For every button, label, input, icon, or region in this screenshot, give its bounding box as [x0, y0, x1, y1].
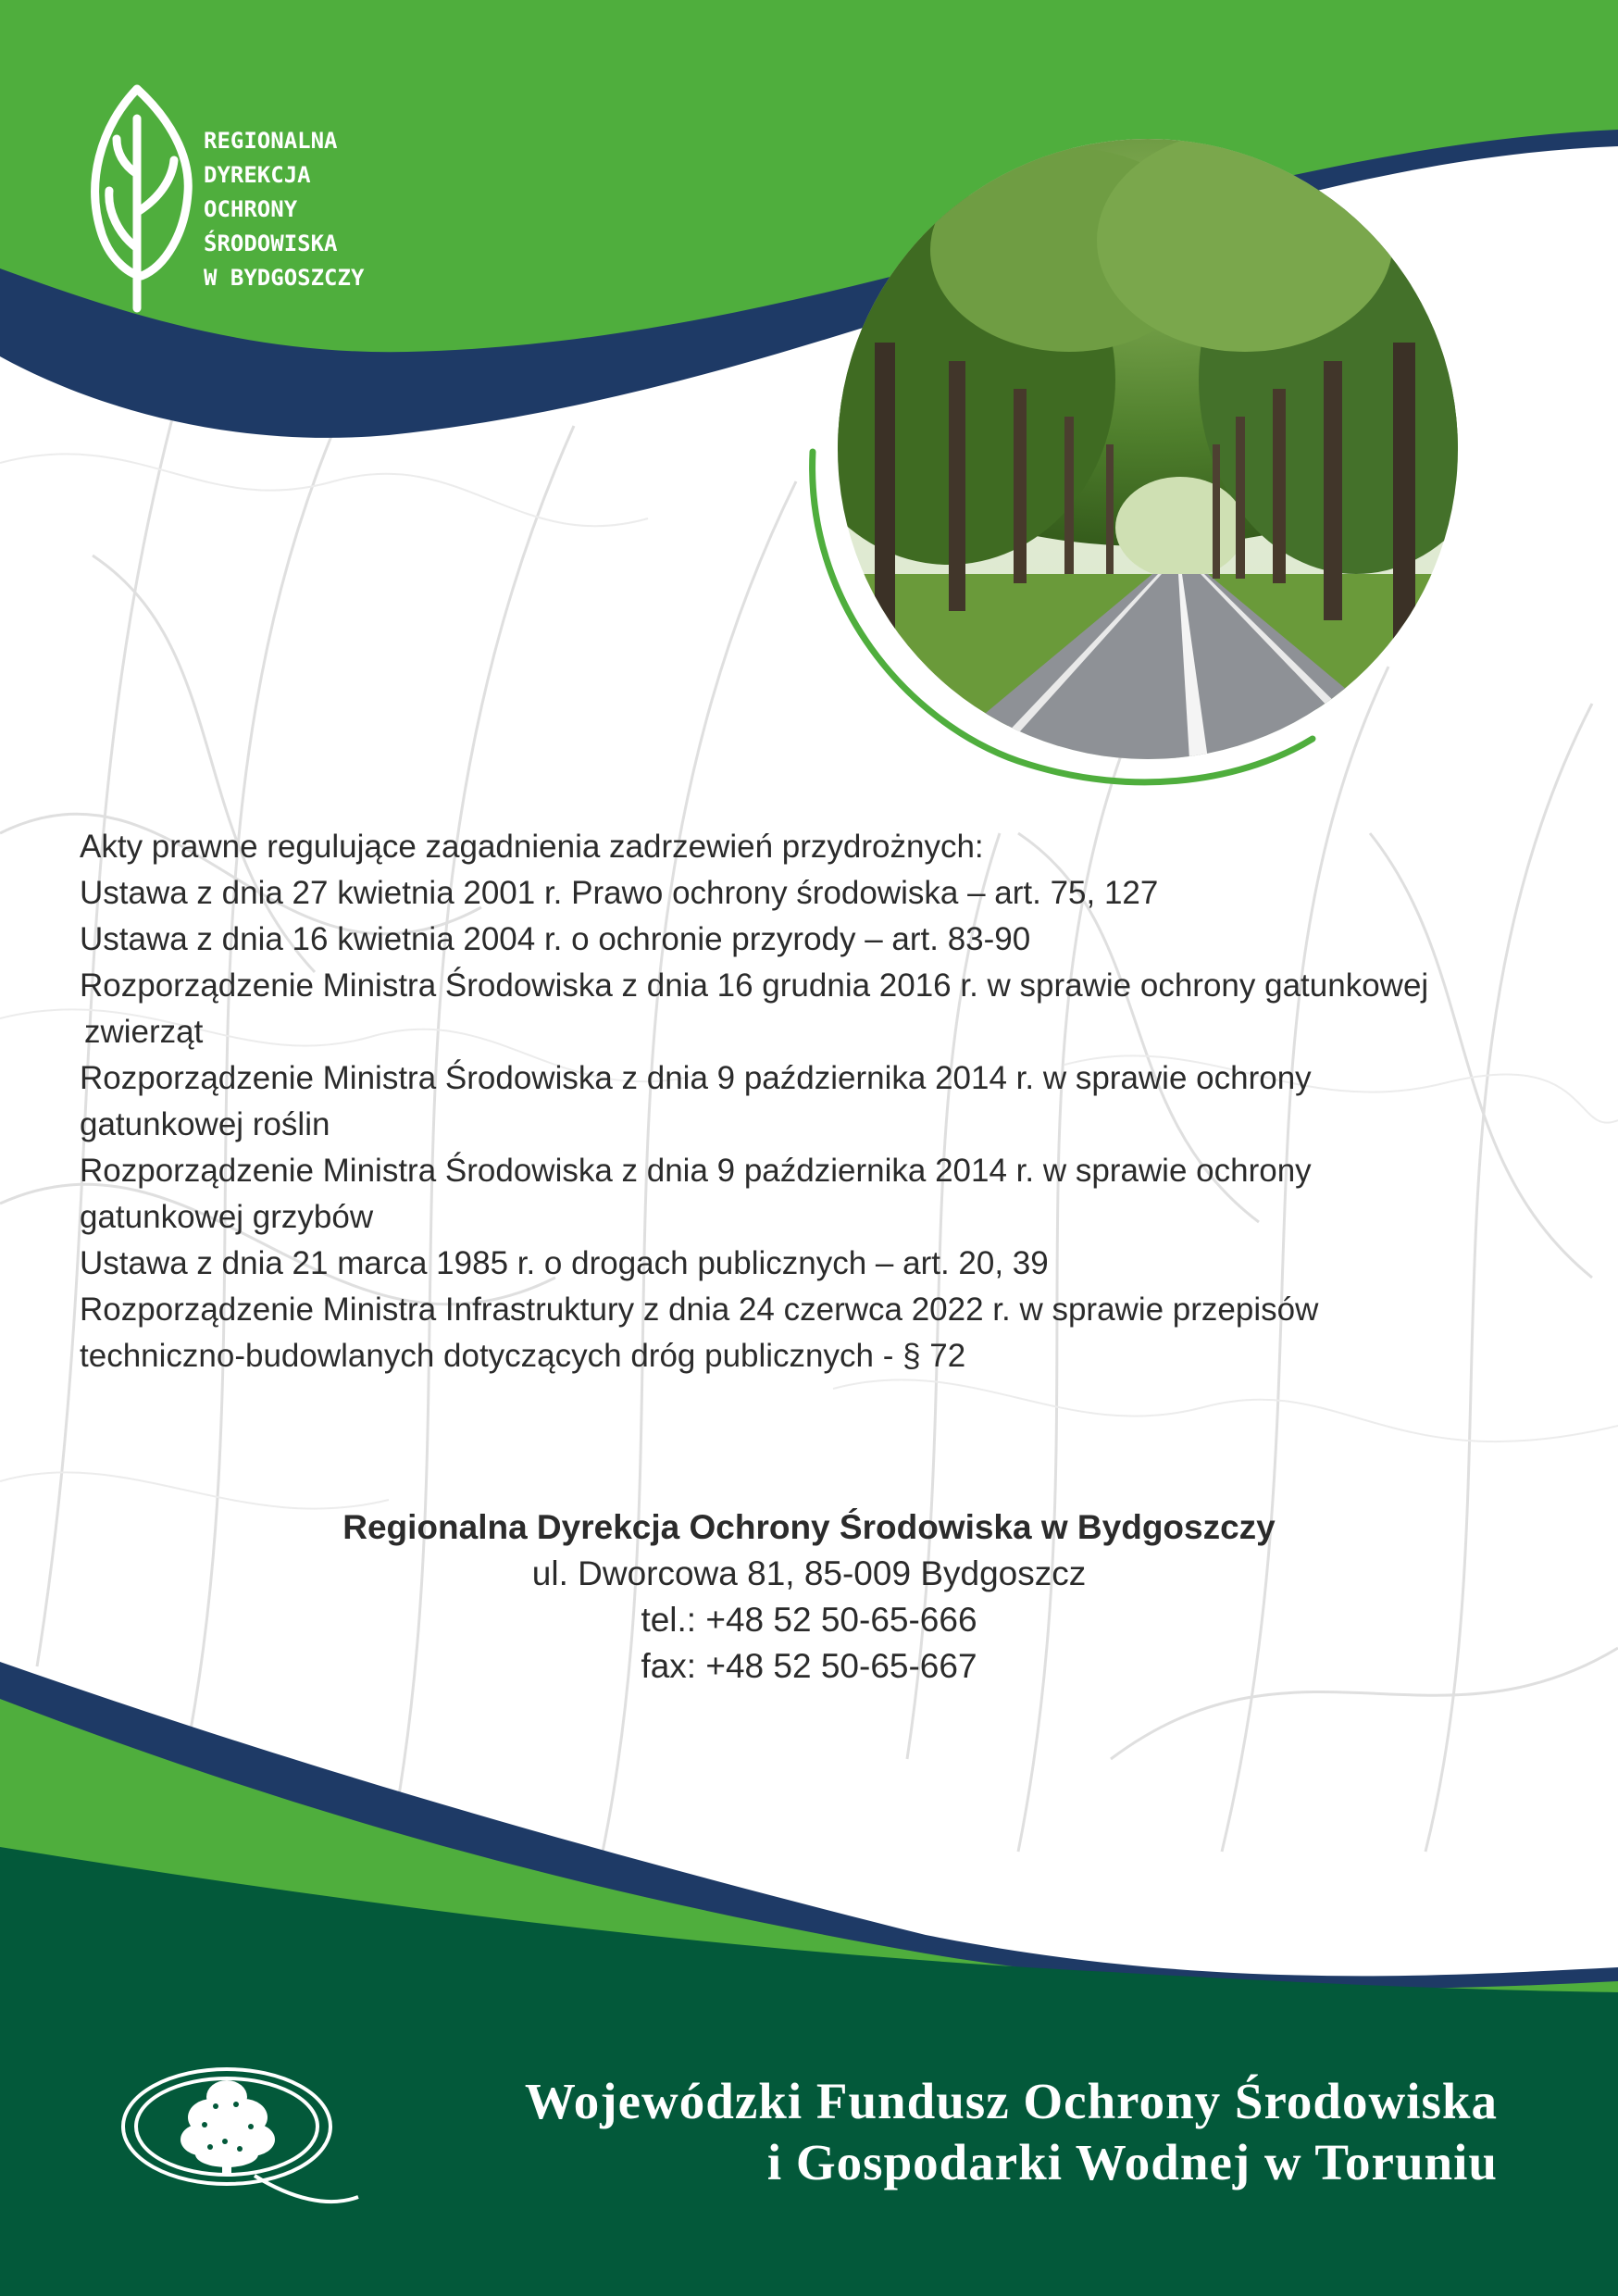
- legal-act-line: techniczno-budowlanych dotyczących dróg publicznych - § 72: [80, 1338, 966, 1374]
- leaf-icon: [81, 81, 202, 322]
- legal-act-line: gatunkowej grzybów: [80, 1199, 374, 1235]
- legal-act-line: Rozporządzenie Ministra Infrastruktury z dnia 24 czerwca 2022 r. w sprawie przepisów: [80, 1292, 1319, 1328]
- legal-act-line: gatunkowej roślin: [80, 1106, 330, 1142]
- fund-name-line2: i Gospodarki Wodnej w Toruniu: [766, 2134, 1498, 2190]
- logo-line: DYREKCJA: [204, 162, 311, 188]
- legal-act-line: Rozporządzenie Ministra Środowiska z dnia 9 października 2014 r. w sprawie ochrony: [80, 1153, 1312, 1189]
- legal-act-line: Rozporządzenie Ministra Środowiska z dnia 9 października 2014 r. w sprawie ochrony: [80, 1060, 1312, 1096]
- logo-line: OCHRONY: [204, 196, 298, 222]
- contact-address: ul. Dworcowa 81, 85-009 Bydgoszcz: [531, 1554, 1087, 1592]
- contact-org: Regionalna Dyrekcja Ochrony Środowiska w Bydgoszczy: [342, 1508, 1276, 1546]
- contact-phone: tel.: +48 52 50-65-666: [641, 1601, 977, 1639]
- rdos-logo: [81, 81, 378, 322]
- legal-act-line: Ustawa z dnia 27 kwietnia 2001 r. Prawo ochrony środowiska – art. 75, 127: [80, 875, 1159, 911]
- logo-line: ŚRODOWISKA: [204, 231, 338, 256]
- legal-acts-list: [80, 824, 1598, 1379]
- fund-name: [525, 2071, 1498, 2193]
- legal-act-line: Ustawa z dnia 21 marca 1985 r. o drogach publicznych – art. 20, 39: [80, 1245, 1049, 1281]
- legal-acts-heading: Akty prawne regulujące zagadnienia zadrzewień przydrożnych:: [80, 829, 984, 865]
- legal-act-line: Ustawa z dnia 16 kwietnia 2004 r. o ochronie przyrody – art. 83-90: [80, 921, 1031, 957]
- fund-name-line1: Wojewódzki Fundusz Ochrony Środowiska: [524, 2073, 1498, 2129]
- tree-emblem-icon: [116, 2060, 366, 2213]
- legal-act-line: zwierząt: [84, 1014, 204, 1050]
- contact-block: [0, 1504, 1618, 1690]
- legal-act-line: Rozporządzenie Ministra Środowiska z dnia 16 grudnia 2016 r. w sprawie ochrony gatunkowej: [80, 967, 1429, 1004]
- logo-line: REGIONALNA: [204, 128, 338, 154]
- road-photo: [838, 139, 1458, 759]
- logo-line: W BYDGOSZCZY: [204, 265, 365, 291]
- rdos-logo-text: [204, 124, 364, 295]
- contact-fax: fax: +48 52 50-65-667: [641, 1647, 977, 1685]
